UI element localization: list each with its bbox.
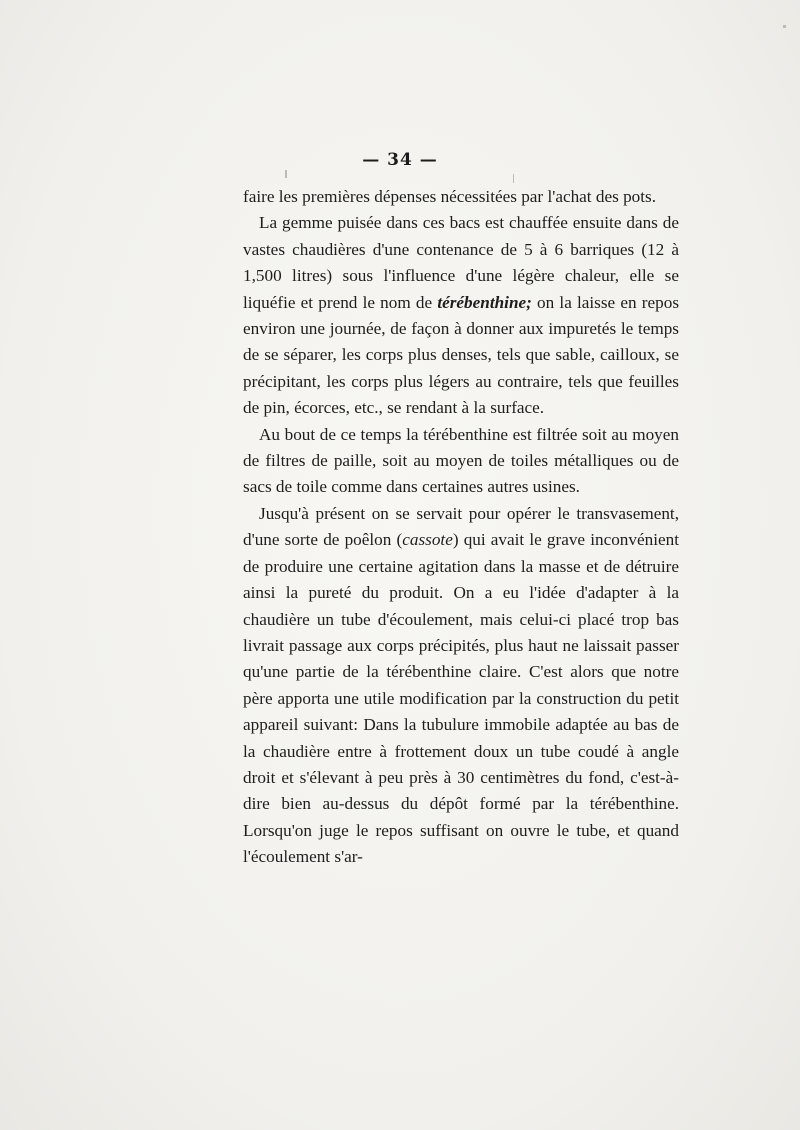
scan-speck: [783, 25, 786, 28]
emphasized-term: cassote: [402, 530, 453, 550]
text-run: Au bout de ce temps la térébenthine est filtrée soit au moyen de filtres de paille, soit au moyen de toiles métalliques ou de sacs de toile comme dans certaines autres usines.: [243, 424, 679, 497]
text-run: faire les premières dépenses nécessitées par l'achat des pots.: [243, 187, 657, 206]
page-number: — 34 —: [362, 150, 438, 170]
text-run: La gemme puisée dans ces bacs est chauffée ensuite dans de vastes chaudières d'une contenance de 5 à 6 barriques (12 à 1,500 litres) sous l'influence d'une légère chaleur, elle se liquéfie et prend le nom de: [243, 213, 679, 312]
text-run: ) qui avait le grave inconvénient de produire une certaine agitation dans la masse et de détruire ainsi la pureté du produit. On a eu l'idée d'adapter à la chaudière un tube d'écoulement, mais celui-ci placé trop bas livrait passage aux corps précipités, plus haut ne laissait passer qu'une partie de la térébenthine claire. C'est alors que notre père apporta une utile modification par la construction du petit appareil suivant: Dans la tubulure immobile adaptée au bas de la chaudière entre à frottement doux un tube coudé à angle droit et s'élevant à peu près à 30 centimètres du fond, c'est-à-dire bien au-dessus du dépôt formé par la térébenthine. Lorsqu'on juge le repos suffisant on ouvre le tube, et quand l'écoulement s'ar-: [243, 530, 679, 867]
scan-speck: [513, 174, 514, 183]
text-run: on la laisse en repos environ une journée, de façon à donner aux impuretés le temps de se séparer, les corps plus denses, tels que sable, cailloux, se précipitant, les corps plus légers au contraire, tels que feuilles de pin, écorces, etc., se rendant à la surface.: [243, 292, 680, 418]
body-text: [243, 184, 679, 871]
scan-speck: [285, 170, 287, 178]
paragraph: [243, 184, 679, 210]
paragraph: [243, 210, 679, 421]
emphasized-term: térébenthine;: [437, 292, 532, 312]
text-run: Jusqu'à présent on se servait pour opérer le transvasement, d'une sorte de poêlon (: [243, 503, 679, 550]
paragraph: [243, 501, 679, 871]
paragraph: [243, 422, 679, 501]
